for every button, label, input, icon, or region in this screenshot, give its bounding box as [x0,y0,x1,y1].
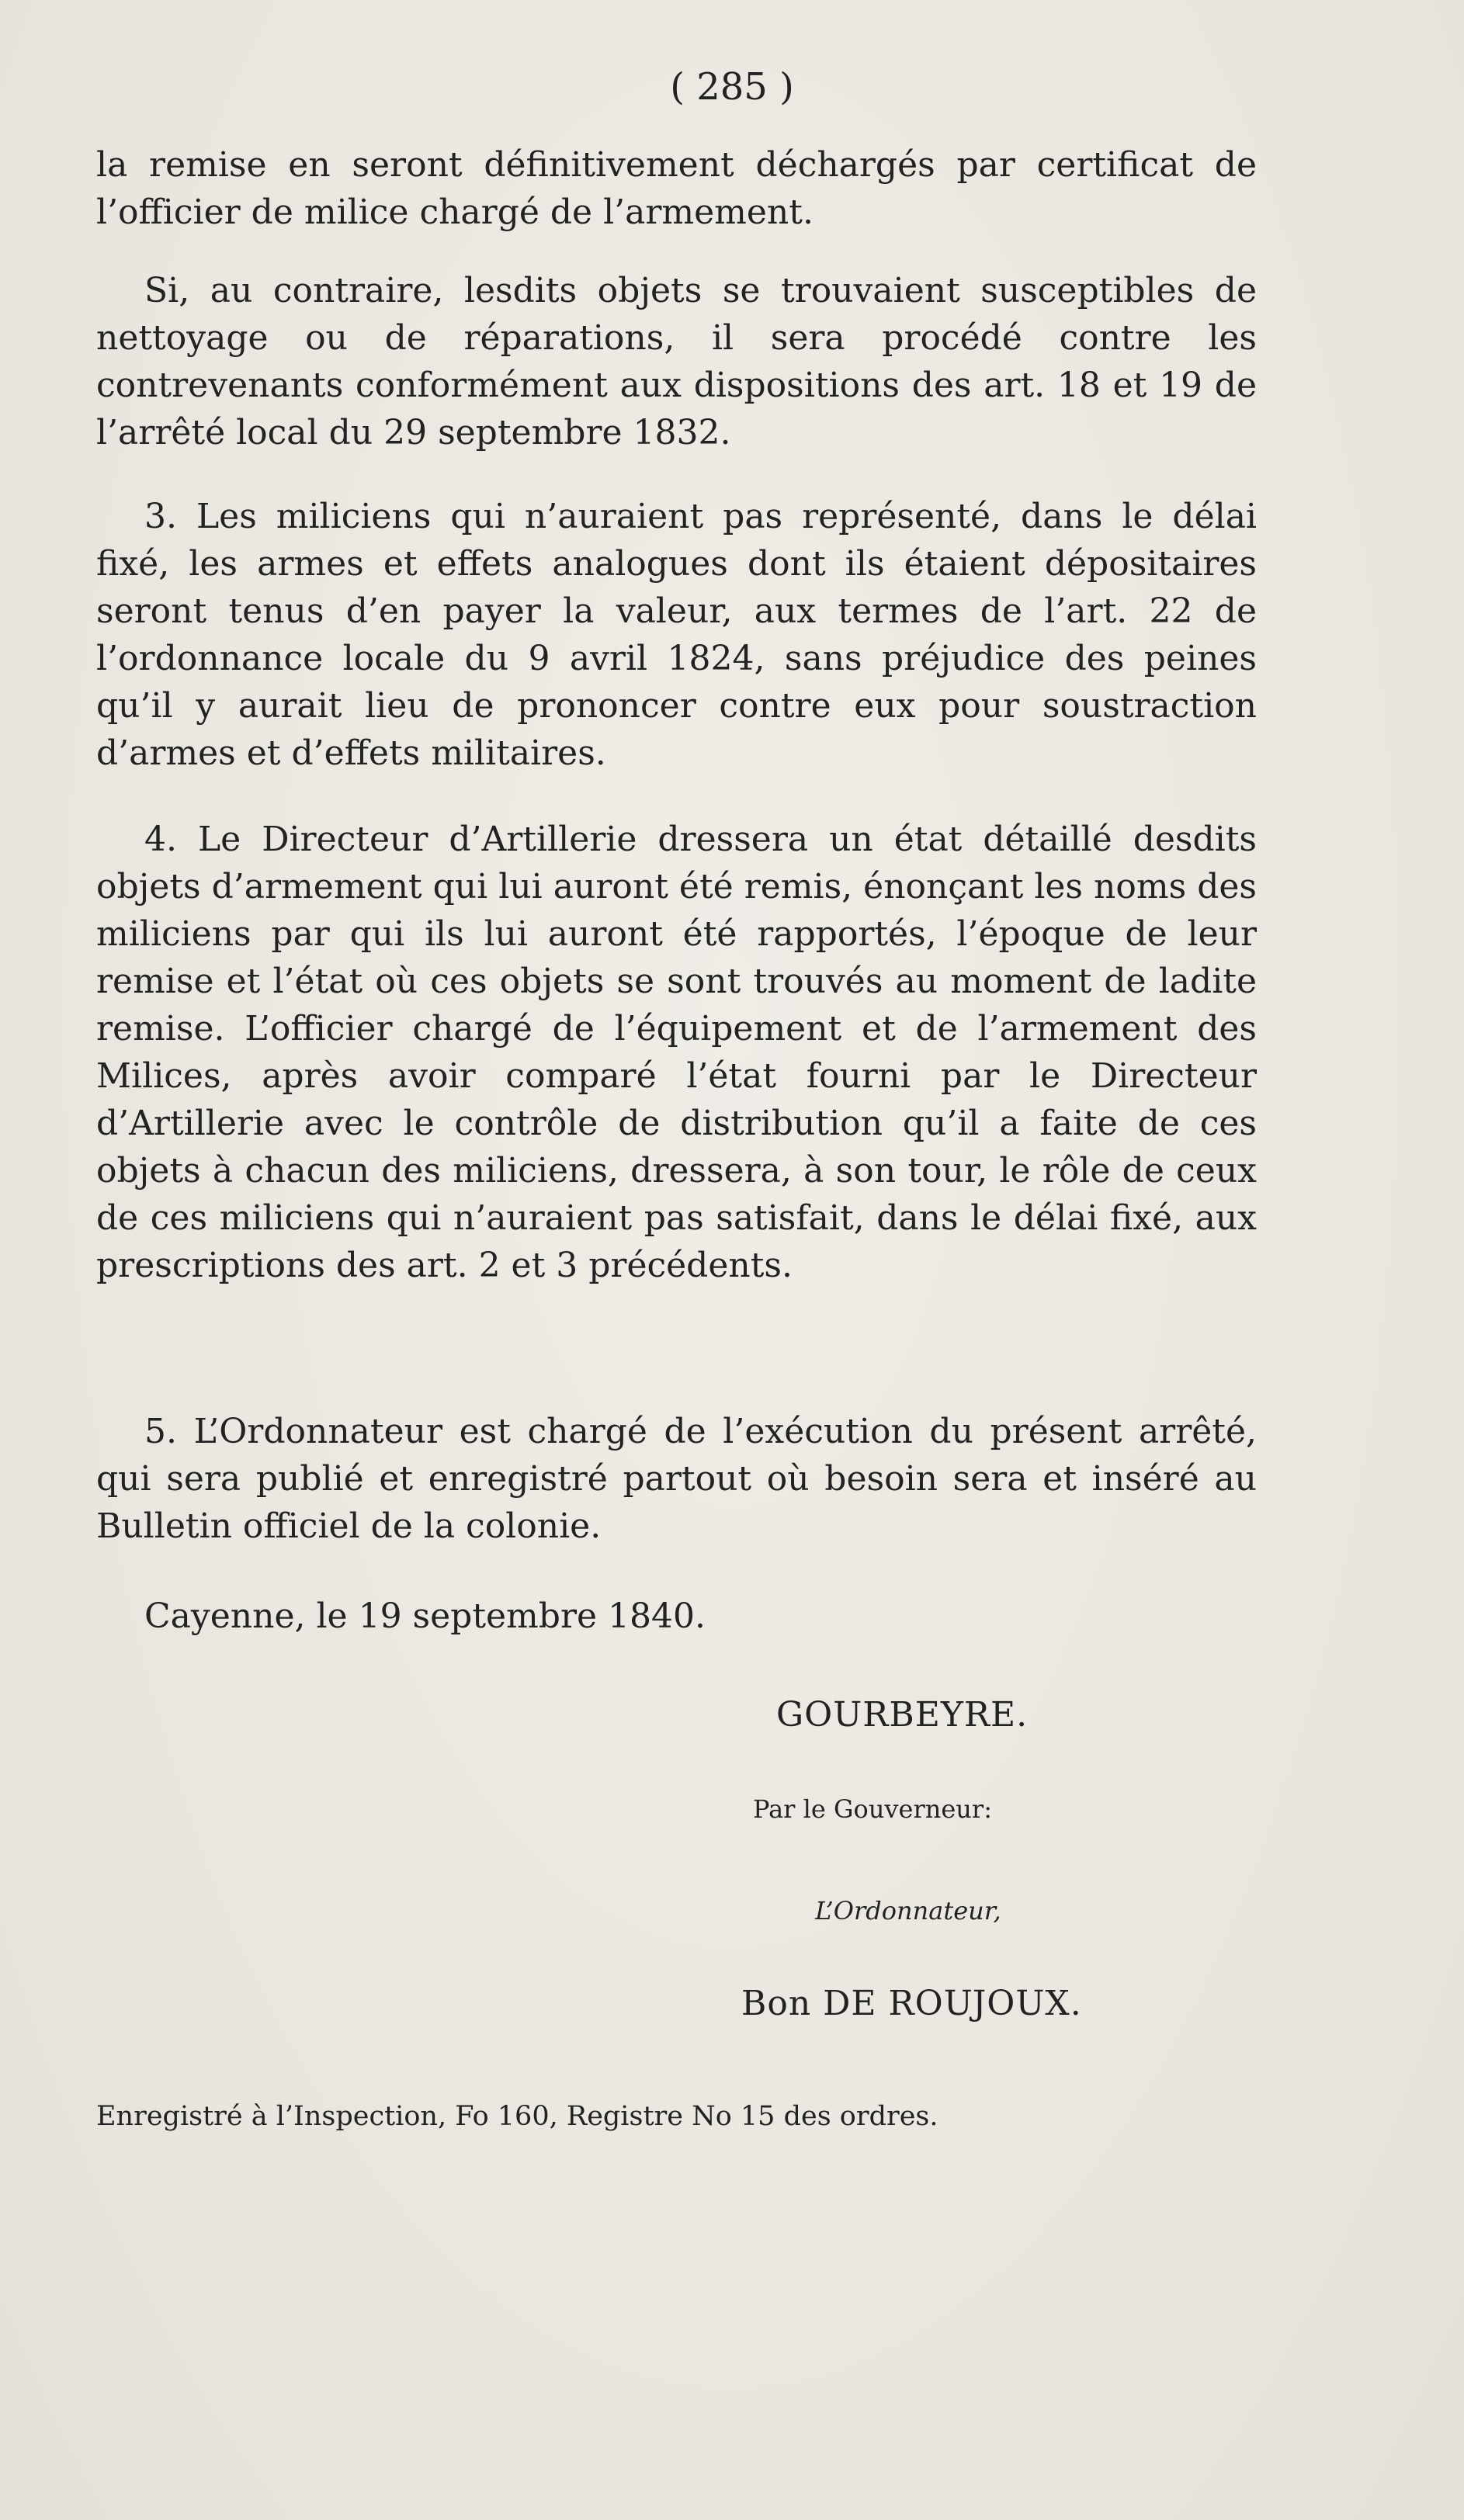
paragraph-text: Si, au contraire, lesdits objets se trouvaient susceptibles de nettoyage ou de réparations, il sera procédé contre les contrevenants conformément aux dispositions des art. 18 et 19 de l’arrêté local du 29 septembre 1832. [96,271,1257,452]
paragraph-article-5 [96,1408,1257,1550]
paragraph-si-au-contraire [96,267,1257,456]
page-number: ( 285 ) [670,65,794,109]
paragraph-text: 3. Les miliciens qui n’auraient pas représenté, dans le délai fixé, les armes et effets analogues dont ils étaient dépositaires seront tenus d’en payer la valeur, aux termes de l’art. 22 de l’ordonnance locale du 9 avril 1824, sans préjudice des peines qu’il y aurait lieu de prononcer contre eux pour soustraction d’armes et d’effets militaires. [96,497,1257,773]
signature-gourbeyre: GOURBEYRE. [776,1695,1029,1735]
par-le-gouverneur: Par le Gouverneur: [753,1794,992,1824]
signature-roujoux: Bon DE ROUJOUX. [741,1984,1082,2023]
paragraph-text: 4. Le Directeur d’Artillerie dressera un état détaillé desdits objets d’armement qui lui auront été remis, énonçant les noms des miliciens par qui ils lui auront été rapportés, l’époque de leur remise et l’état où ces objets se sont trouvés au moment de ladite remise. L’officier chargé de l’équipement et de l’armement des Milices, après avoir comparé l’état fourni par le Directeur d’Artillerie avec le contrôle de distribution qu’il a faite de ces objets à chacun des miliciens, dressera, à son tour, le rôle de ceux de ces miliciens qui n’auraient pas satisfait, dans le délai fixé, aux prescriptions des art. 2 et 3 précédents. [96,820,1257,1285]
paragraph-article-4 [96,816,1257,1289]
date-line: Cayenne, le 19 septembre 1840. [144,1596,706,1636]
paragraph-article-3 [96,493,1257,777]
ordonnateur-title: L’Ordonnateur, [815,1896,1001,1926]
paragraph-text: 5. L’Ordonnateur est chargé de l’exécution du présent arrêté, qui sera publié et enregistré partout où besoin sera et inséré au Bulletin officiel de la colonie. [96,1412,1257,1546]
registration-footer: Enregistré à l’Inspection, Fo 160, Registre No 15 des ordres. [96,2101,938,2132]
paragraph-remise [96,141,1257,236]
paragraph-text: la remise en seront définitivement déchargés par certificat de l’officier de milice chargé de l’armement. [96,145,1257,232]
